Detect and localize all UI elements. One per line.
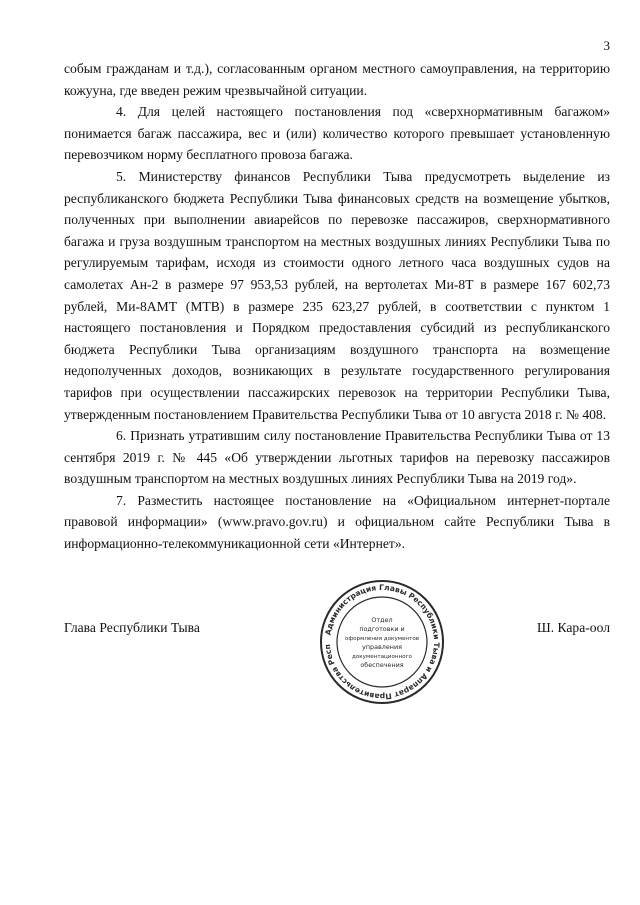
stamp-line: подготовки и [359, 625, 405, 633]
paragraph-6: 6. Признать утратившим силу постановление Правительства Республики Тыва от 13 сентября 2019 г. № 445 «Об утверждении льготных тарифов на перевозку пассажиров воздушным транспортом на местных воздушных линиях Республики Тыва на 2019 год». [64, 428, 610, 487]
page-number: 3 [603, 38, 610, 53]
stamp-line: Отдел [371, 616, 393, 624]
paragraph-continuation: собым гражданам и т.д.), согласованным органом местного самоуправления, на территорию кожууна, где введен режим чрезвычайной ситуации. [64, 61, 610, 98]
stamp-line: управления [362, 643, 402, 651]
stamp-ring-text: Администрация Главы Республики Тыва и Аппарат Правительства Респ [322, 582, 442, 702]
document-body [64, 58, 610, 555]
paragraph-5: 5. Министерству финансов Республики Тыва предусмотреть выделение из республиканского бюджета Республики Тыва финансовых средств на возмещение убытков, полученных при выполнении авиарейсов по перевозке пассажиров, сверхнормативного багажа и груза воздушным транспортом на местных воздушных линиях Республики Тыва по регулируемым тарифам, исходя из стоимости одного летного часа воздушных судов на самолетах Ан-2 в размере 97 953,53 рублей, на вертолетах Ми-8Т в размере 167 602,73 рублей, Ми-8АМТ (МТВ) в размере 235 623,27 рублей, в соответствии с пунктом 1 настоящего постановления и Порядком предоставления субсидий из республиканского бюджета Республики Тыва организациям воздушного транспорта на возмещение недополученных доходов, возникающих в результате государственного регулирования тарифов при осуществлении пассажирских перевозок на территории Республики Тыва, утвержденным постановлением Правительства Республики Тыва от 10 августа 2018 г. № 408. [64, 168, 610, 422]
signatory-title: Глава Республики Тыва [64, 620, 200, 635]
stamp-line: документационного [352, 654, 412, 660]
signatory-name: Ш. Кара-оол [537, 620, 610, 635]
paragraph-7: 7. Разместить настоящее постановление на «Официальном интернет-портале правовой информации» (www.pravo.gov.ru) и официальном сайте Республики Тыва в информационно-телекоммуникационной сети «Интернет». [64, 492, 610, 552]
stamp-icon [318, 578, 446, 706]
official-stamp [318, 578, 446, 706]
paragraph-4: 4. Для целей настоящего постановления под «сверхнормативным багажом» понимается багаж пассажира, вес и (или) количество которого превышает установленную перевозчиком норму бесплатного провоза багажа. [64, 104, 610, 163]
stamp-line: обеспечения [360, 661, 404, 669]
stamp-line: оформления документов [344, 636, 420, 642]
